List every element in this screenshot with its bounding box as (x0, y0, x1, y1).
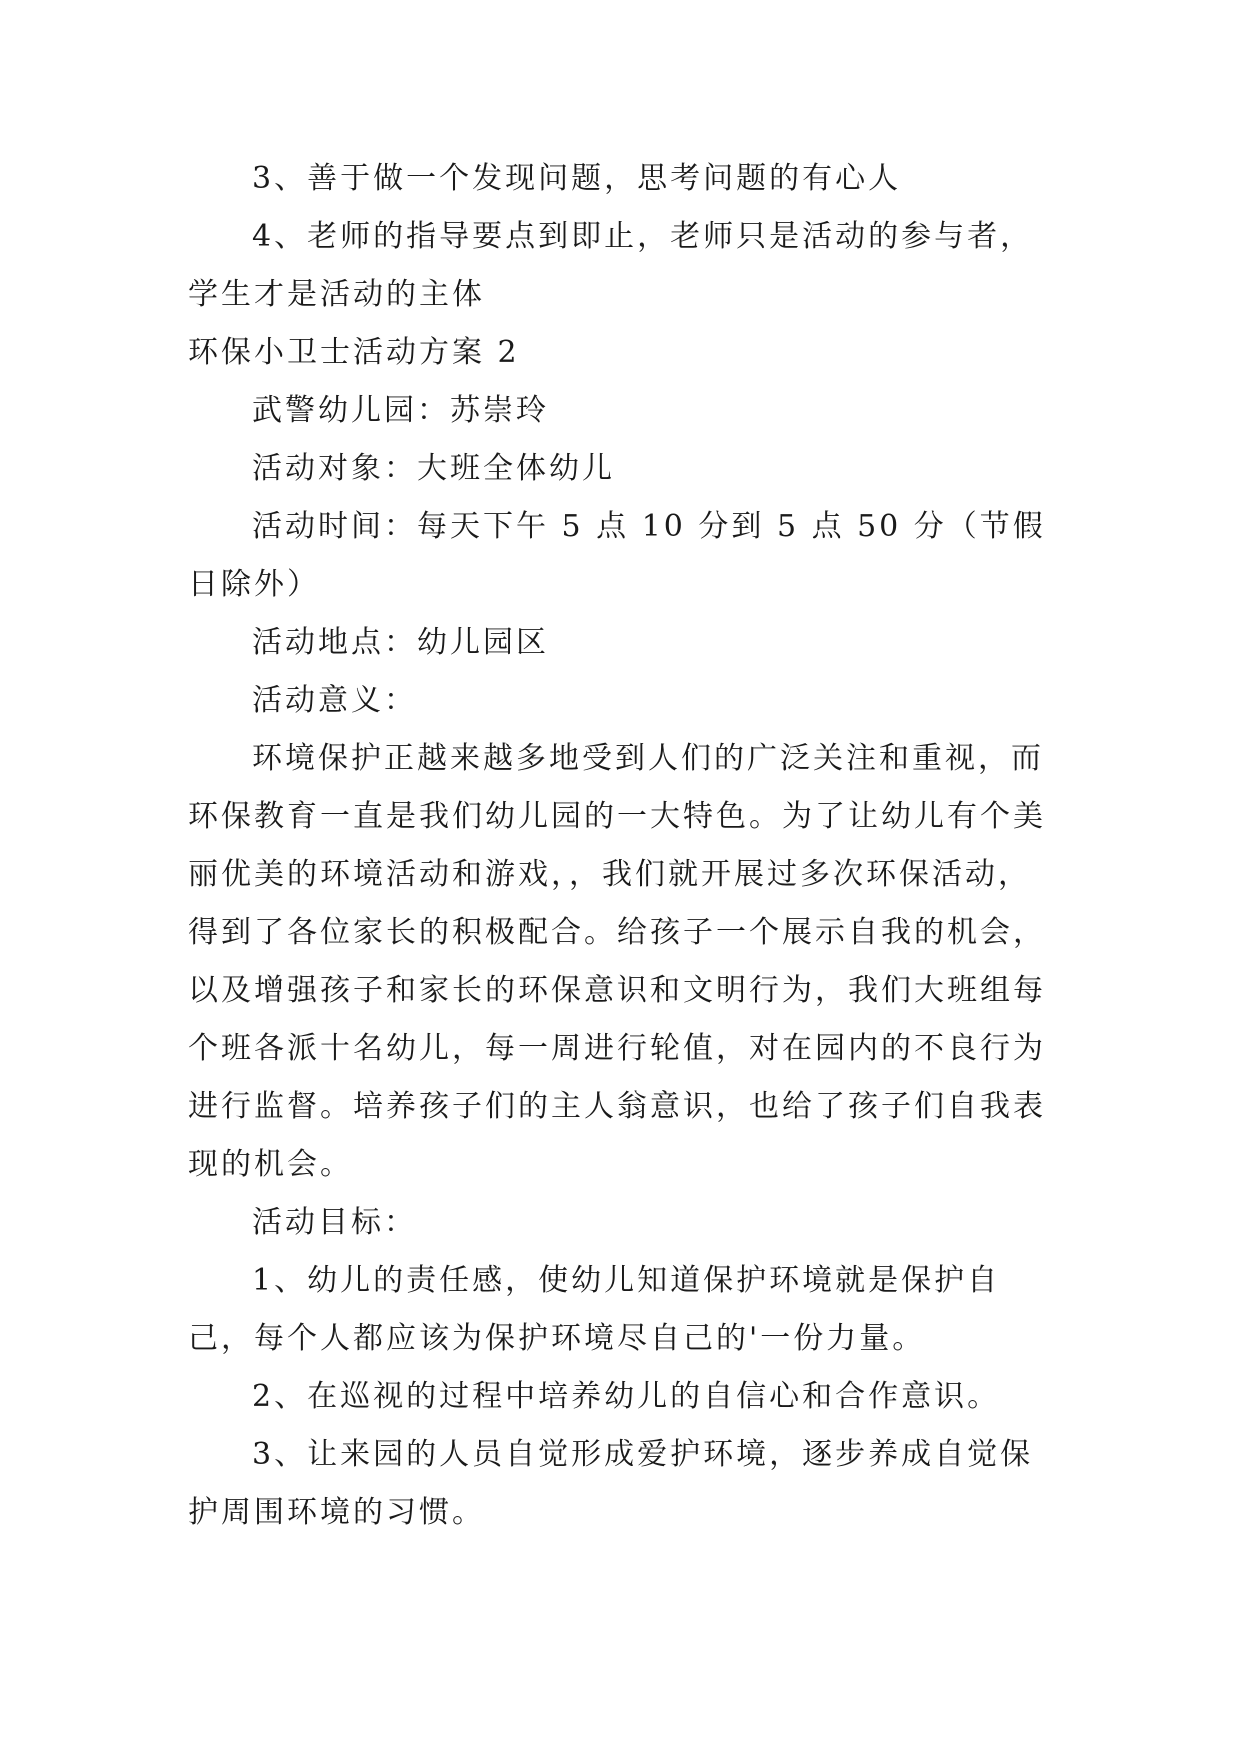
paragraph-point-4: 4、老师的指导要点到即止，老师只是活动的参与者，学生才是活动的主体 (188, 219, 1034, 312)
goal-3: 3、让来园的人员自觉形成爱护环境，逐步养成自觉保护周围环境的习惯。 (188, 1437, 1034, 1530)
activity-meaning-body: 环境保护正越来越多地受到人们的广泛关注和重视，而环保教育一直是我们幼儿园的一大特色。为了让幼儿有个美丽优美的环境活动和游戏，，我们就开展过多次环保活动，得到了各位家长的积极配合。给孩子一个展示自我的机会，以及增强孩子和家长的环保意识和文明行为，我们大班组每个班各派十名幼儿，每一周进行轮值，对在园内的不良行为进行监督。培养孩子们的主人翁意识，也给了孩子们自我表现的机会。 (188, 741, 1046, 1182)
document-page (188, 150, 1058, 1542)
activity-location: 活动地点：幼儿园区 (252, 625, 549, 660)
activity-target: 活动对象：大班全体幼儿 (252, 451, 615, 486)
activity-meaning-label: 活动意义： (252, 683, 417, 718)
section-heading: 环保小卫士活动方案 2 (188, 335, 520, 370)
author-line: 武警幼儿园：苏崇玲 (252, 393, 549, 428)
activity-goals-label: 活动目标： (252, 1205, 417, 1240)
goal-1: 1、幼儿的责任感，使幼儿知道保护环境就是保护自己，每个人都应该为保护环境尽自己的'一份力量。 (188, 1263, 1001, 1356)
activity-time: 活动时间：每天下午 5 点 10 分到 5 点 50 分（节假日除外） (188, 509, 1046, 602)
paragraph-point-3: 3、善于做一个发现问题，思考问题的有心人 (252, 161, 902, 196)
goal-2: 2、在巡视的过程中培养幼儿的自信心和合作意识。 (252, 1379, 1001, 1414)
